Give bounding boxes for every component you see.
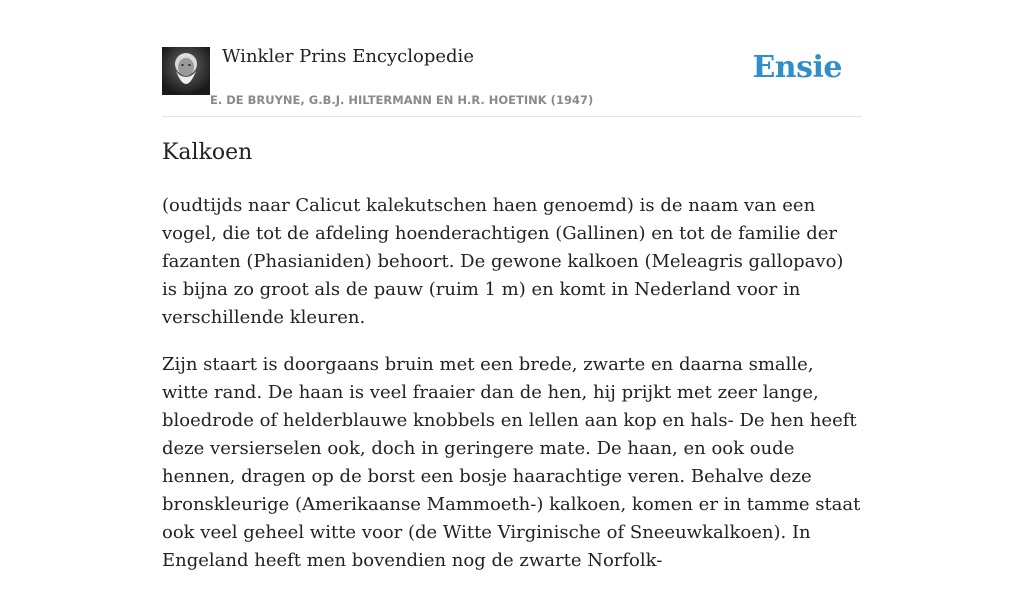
article-paragraph: (oudtijds naar Calicut kalekutschen haen genoemd) is de naam van een vogel, die tot de afdeling hoenderachtigen (Gallinen) en tot de familie der fazanten (Phasianiden) behoort. De gewone kalkoen (Meleagris gallopavo) is bijna zo groot als de pauw (ruim 1 m) en komt in Nederland voor in verschillende kleuren. bbox=[162, 195, 844, 328]
brand-logo[interactable]: Ensie bbox=[752, 50, 842, 85]
article-paragraph: Zijn staart is doorgaans bruin met een brede, zwarte en daarna smalle, witte rand. De haan is veel fraaier dan de hen, hij prijkt met zeer lange, bloedrode of helderblauwe knobbels en lellen aan kop en hals- De hen heeft deze versierselen ook, doch in geringere mate. De haan, en ook oude hennen, dragen op de borst een bosje haarachtige veren. Behalve deze bronskleurige (Amerikaanse Mammoeth-) kalkoen, komen er in tamme staat ook veel geheel witte voor (de Witte Virginische of Sneeuwkalkoen). In Engeland heeft men bovendien nog de zwarte Norfolk- bbox=[162, 354, 861, 571]
source-authors: E. DE BRUYNE, G.B.J. HILTERMANN EN H.R. HOETINK (1947) bbox=[210, 93, 594, 107]
author-avatar[interactable] bbox=[162, 47, 210, 95]
article-body bbox=[162, 192, 862, 594]
author-portrait-icon bbox=[162, 47, 210, 95]
source-header bbox=[162, 44, 862, 117]
article-title: Kalkoen bbox=[162, 140, 253, 165]
source-title[interactable]: Winkler Prins Encyclopedie bbox=[222, 46, 474, 67]
